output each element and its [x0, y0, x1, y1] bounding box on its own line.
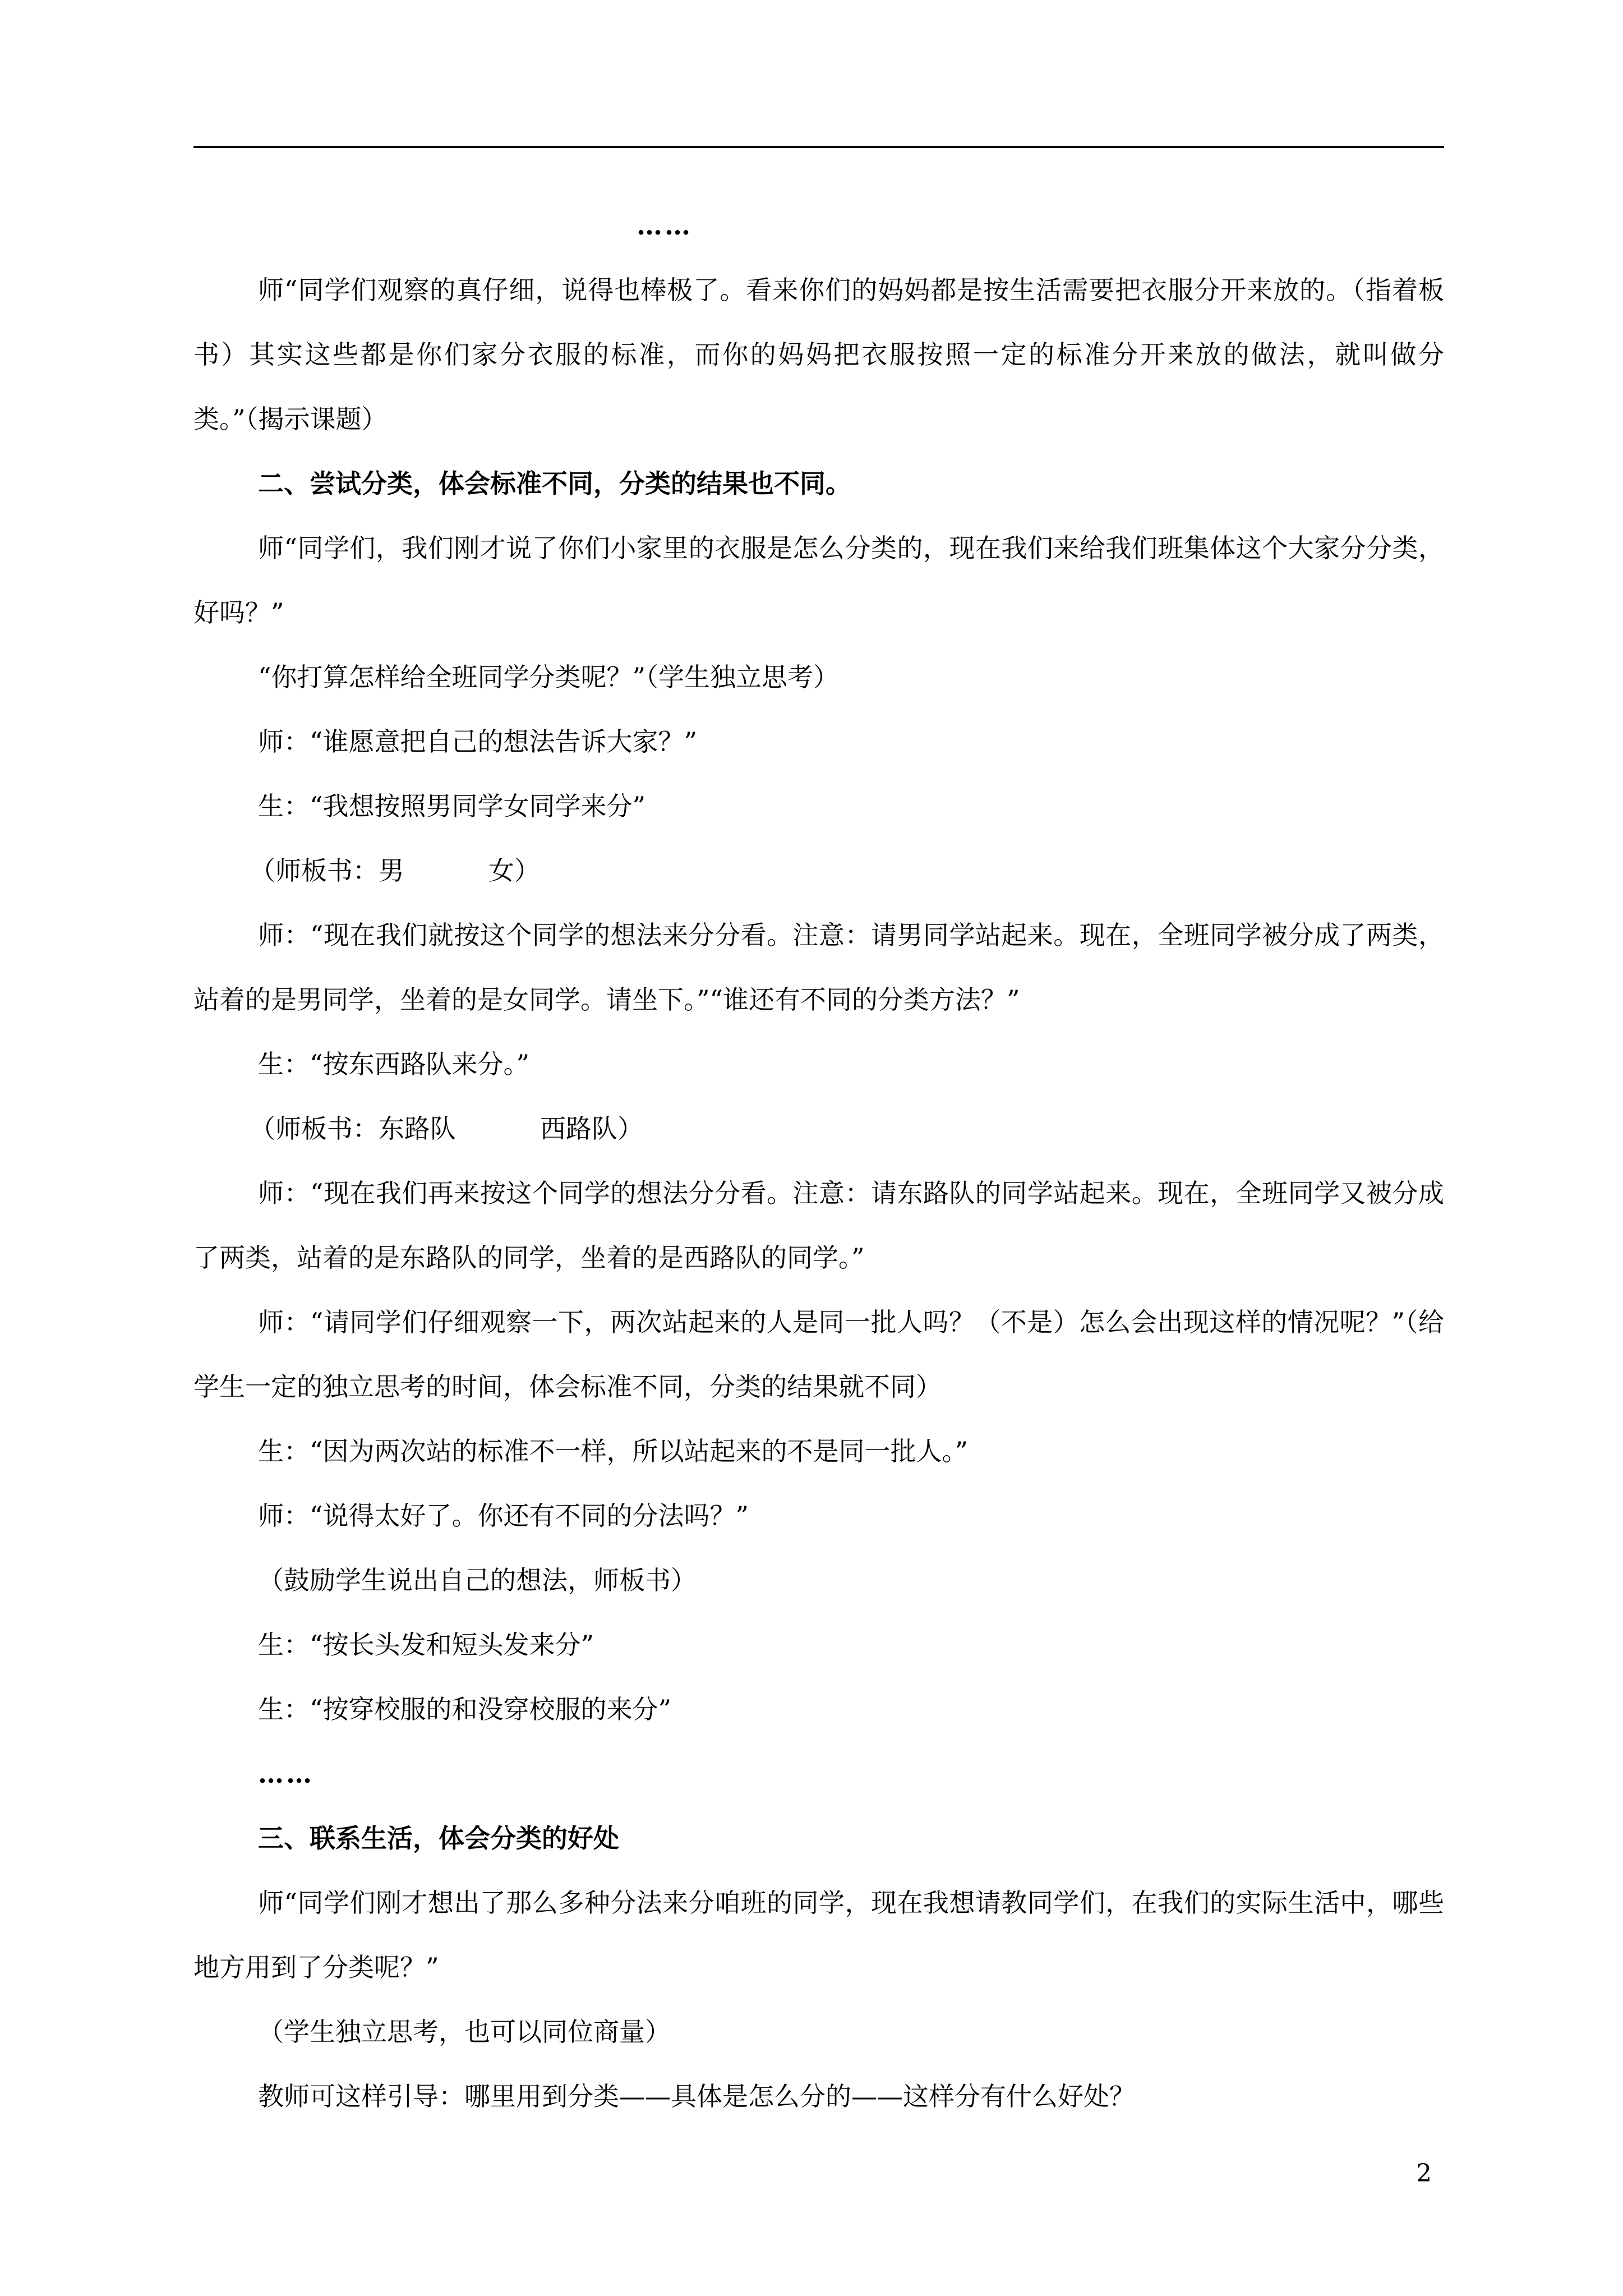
board-note-left: （师板书：男 [250, 855, 404, 886]
section-heading-two: 二、尝试分类，体会标准不同，分类的结果也不同。 [258, 468, 851, 499]
board-note-route [193, 1097, 1444, 1161]
paragraph-guide: 教师可这样引导：哪里用到分类——具体是怎么分的——这样分有什么好处？ [258, 2081, 1135, 2111]
header-rule [193, 146, 1444, 148]
paragraph-student-uniform: 生：“按穿校服的和没穿校服的来分” [258, 1694, 672, 1724]
ellipsis-middle: …… [258, 1759, 314, 1789]
section-heading-three: 三、联系生活，体会分类的好处 [258, 1823, 619, 1853]
paragraph-teacher-observe: 师：“请同学们仔细观察一下，两次站起来的人是同一批人吗？（不是）怎么会出现这样的情况呢？”（给学生一定的独立思考的时间，体会标准不同，分类的结果就不同） [193, 1307, 1444, 1402]
board-note-right: 西路队） [540, 1114, 643, 1144]
paragraph-teacher-more: 师：“说得太好了。你还有不同的分法吗？” [258, 1501, 749, 1531]
ellipsis-top: …… [637, 210, 693, 241]
paragraph-teacher-praise: 师“同学们观察的真仔细，说得也棒极了。看来你们的妈妈都是按生活需要把衣服分开来放的。（指着板书）其实这些都是你们家分衣服的标准，而你的妈妈把衣服按照一定的标准分开来放的做法，就叫做分类。”（揭示课题） [193, 275, 1444, 434]
document-body [193, 194, 1444, 2129]
board-note-left: （师板书：东路队 [250, 1114, 456, 1144]
paragraph-teacher-gender-sort: 师：“现在我们就按这个同学的想法来分分看。注意：请男同学站起来。现在，全班同学被分成了两类，站着的是男同学，坐着的是女同学。请坐下。”“谁还有不同的分类方法？” [193, 920, 1444, 1015]
paragraph-teacher-life: 师“同学们刚才想出了那么多种分法来分咱班的同学，现在我想请教同学们，在我们的实际生活中，哪些地方用到了分类呢？” [193, 1888, 1444, 1982]
board-note-right: 女） [488, 855, 540, 886]
paragraph-student-gender: 生：“我想按照男同学女同学来分” [258, 791, 646, 821]
paragraph-teacher-route-sort: 师：“现在我们再来按这个同学的想法分分看。注意：请东路队的同学站起来。现在，全班同学又被分成了两类，站着的是东路队的同学，坐着的是西路队的同学。” [193, 1178, 1444, 1273]
paragraph-think: （学生独立思考，也可以同位商量） [258, 2017, 671, 2047]
paragraph-encourage: （鼓励学生说出自己的想法，师板书） [258, 1565, 697, 1595]
paragraph-teacher-class-sort: 师“同学们，我们刚才说了你们小家里的衣服是怎么分类的，现在我们来给我们班集体这个大家分分类，好吗？” [193, 533, 1444, 628]
paragraph-student-hair: 生：“按长头发和短头发来分” [258, 1630, 594, 1660]
paragraph-student-reason: 生：“因为两次站的标准不一样，所以站起来的不是同一批人。” [258, 1436, 969, 1466]
paragraph-student-route: 生：“按东西路队来分。” [258, 1049, 530, 1079]
page-number: 2 [1416, 2159, 1432, 2188]
paragraph-teacher-ask: 师：“谁愿意把自己的想法告诉大家？” [258, 726, 698, 757]
paragraph-question: “你打算怎样给全班同学分类呢？”（学生独立思考） [258, 662, 840, 692]
board-note-gender [193, 839, 1444, 903]
